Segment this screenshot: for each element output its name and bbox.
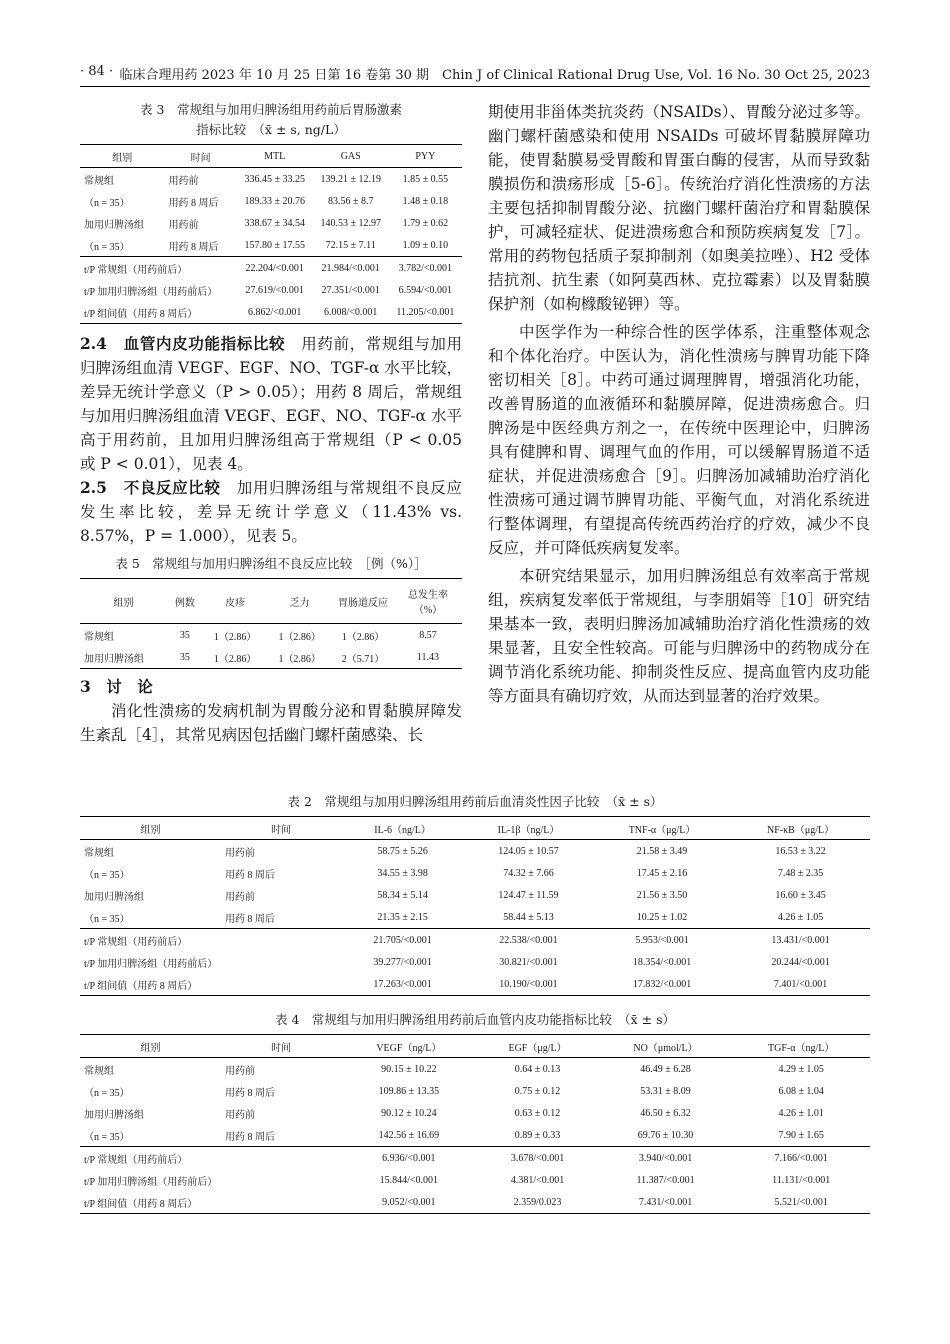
table-row: 常规组 用药前 336.45 ± 33.25 139.21 ± 12.19 1.85 ± 0.55 — [80, 168, 462, 191]
section-heading: 2.5 不良反应比较 — [80, 478, 221, 497]
table-header-row: 组别 时间 MTL GAS PYY — [80, 145, 462, 168]
discussion-paragraph-1-cont: 期使用非甾体类抗炎药（NSAIDs）、胃酸分泌过多等。幽门螺杆菌感染和使用 NSAIDs 可破坏胃黏膜屏障功能，使胃黏膜易受胃酸和胃蛋白酶的侵害，从而导致黏膜损伤和溃疡形成［5-6］。传统治疗消化性溃疡的方法主要包括抑制胃酸分泌、抗幽门螺杆菌治疗和胃黏膜保护，可减轻症状、促进溃疡愈合和预防疾病复发［7］。常用的药物包括质子泵抑制剂（如奥美拉唑）、H2 受体拮抗剂、抗生素（如阿莫西林、克拉霉素）以及胃黏膜保护剂（如枸橼酸铋钾）等。 — [488, 103, 870, 313]
table-row: （n = 35） 用药 8 周后 109.86 ± 13.35 0.75 ± 0.12 53.31 ± 8.09 6.08 ± 1.04 — [84, 1085, 824, 1099]
stats-row: t/P 加用归脾汤组（用药前后） 27.619/<0.001 27.351/<0.001 6.594/<0.001 — [84, 284, 453, 298]
table5-caption: 表 5 常规组与加用归脾汤组不良反应比较 ［例（%）］ — [115, 556, 427, 571]
section-heading: 2.4 血管内皮功能指标比较 — [80, 334, 286, 353]
stats-row: t/P 组间值（用药 8 周后） 6.862/<0.001 6.008/<0.001 11.205/<0.001 — [80, 301, 462, 324]
running-header — [80, 64, 870, 88]
stats-row: t/P 常规组（用药前后） 22.204/<0.001 21.984/<0.001 3.782/<0.001 — [80, 257, 462, 280]
table2-block — [80, 792, 870, 996]
right-column — [488, 100, 870, 708]
table-row: （n = 35） 用药 8 周后 157.80 ± 17.55 72.15 ± 7.11 1.09 ± 0.10 — [84, 239, 449, 253]
table-row: （n = 35） 用药 8 周后 34.55 ± 3.98 74.32 ± 7.66 17.45 ± 2.16 7.48 ± 2.35 — [84, 867, 824, 881]
section-2-4 — [80, 332, 462, 476]
table-header-row: 组别 时间 IL-6（ng/L） IL-1β（ng/L） TNF-α（μg/L） NF-κB（μg/L） — [80, 817, 870, 840]
table-row: 加用归脾汤组 35 1（2.86） 1（2.86） 2（5.71） 11.43 — [80, 646, 462, 669]
section-2-5 — [80, 476, 462, 548]
discussion-paragraph-2: 中医学作为一种综合性的医学体系，注重整体观念和个体化治疗。中医认为，消化性溃疡与脾胃功能下降密切相关［8］。中药可通过调理脾胃，增强消化功能，改善胃肠道的血液循环和黏膜屏障，促进溃疡愈合。归脾汤是中医经典方剂之一，在传统中医理论中，归脾汤具有健脾和胃、调理气血的作用，可以缓解胃肠道不适症状，并促进溃疡愈合［9］。归脾汤加减辅助治疗消化性溃疡可通过调节脾胃功能、平衡气血，对消化系统进行整体调理，有望提高传统西药治疗的疗效，减少不良反应，并可降低疾病复发率。 — [488, 323, 870, 557]
table-row: 加用归脾汤组 用药前 338.67 ± 34.54 140.53 ± 12.97 1.79 ± 0.62 — [84, 217, 449, 231]
table3-caption-line2: 指标比较 （x̄ ± s, ng/L） — [196, 122, 346, 137]
table-row: 常规组 用药前 58.75 ± 5.26 124.05 ± 10.57 21.58 ± 3.49 16.53 ± 3.22 — [80, 840, 870, 863]
left-column — [80, 100, 462, 747]
stats-row: t/P 常规组（用药前后） 21.705/<0.001 22.538/<0.001 5.953/<0.001 13.431/<0.001 — [80, 929, 870, 952]
table-header-row: 组别 例数 皮疹 乏力 胃肠道反应 总发生率（%） — [80, 579, 462, 624]
table-row: 加用归脾汤组 用药前 90.12 ± 10.24 0.63 ± 0.12 46.50 ± 6.32 4.26 ± 1.01 — [84, 1107, 824, 1121]
section-3-heading: 3 讨 论 — [80, 677, 153, 696]
table-row: （n = 35） 用药 8 周后 21.35 ± 2.15 58.44 ± 5.13 10.25 ± 1.02 4.26 ± 1.05 — [84, 911, 824, 925]
page-number: · 84 · — [80, 64, 114, 79]
section-text: 用药前，常规组与加用归脾汤组血清 VEGF、EGF、NO、TGF-α 水平比较，差异无统计学意义（P > 0.05）；用药 8 周后，常规组与加用归脾汤组血清 VEGF、EGF、NO、TGF-α 水平高于用药前，且加用归脾汤组高于常规组（P < 0.05 或 P < 0.01），见表 4。 — [80, 335, 462, 473]
discussion-paragraph-3: 本研究结果显示，加用归脾汤组总有效率高于常规组，疾病复发率低于常规组，与李朋娟等［10］研究结果基本一致，表明归脾汤加减辅助治疗消化性溃疡的效果显著，且安全性较高。可能与归脾汤中的药物成分在调节消化系统功能、抑制炎性反应、提高血管内皮功能等方面具有确切疗效，从而达到显著的治疗效果。 — [488, 567, 870, 705]
header-rule — [80, 86, 870, 87]
table4 — [80, 1034, 870, 1214]
stats-row: t/P 组间值（用药 8 周后） 9.052/<0.001 2.359/0.023 7.431/<0.001 5.521/<0.001 — [80, 1191, 870, 1214]
table4-caption: 表 4 常规组与加用归脾汤组用药前后血管内皮功能指标比较 （x̄ ± s） — [274, 1012, 676, 1027]
section-text: 加用归脾汤组与常规组不良反应发生率比较，差异无统计学意义（11.43% vs. 8.57%，P = 1.000），见表 5。 — [80, 479, 462, 545]
table5 — [80, 578, 462, 669]
table-row: 常规组 35 1（2.86） 1（2.86） 1（2.86） 8.57 — [80, 624, 462, 647]
discussion-paragraph-1: 消化性溃疡的发病机制为胃酸分泌和胃黏膜屏障发生紊乱［4］，其常见病因包括幽门螺杆菌感染、长 — [80, 702, 462, 744]
table4-block — [80, 1010, 870, 1214]
table-row: 加用归脾汤组 用药前 58.34 ± 5.14 124.47 ± 11.59 21.56 ± 3.50 16.60 ± 3.45 — [84, 889, 826, 903]
stats-row: t/P 加用归脾汤组（用药前后） 39.277/<0.001 30.821/<0.001 18.354/<0.001 20.244/<0.001 — [84, 956, 830, 970]
table2-caption: 表 2 常规组与加用归脾汤组用药前后血清炎性因子比较 （x̄ ± s） — [287, 794, 663, 809]
table-row: （n = 35） 用药 8 周后 142.56 ± 16.69 0.89 ± 0.33 69.76 ± 10.30 7.90 ± 1.65 — [84, 1129, 824, 1143]
table2 — [80, 816, 870, 996]
table-row: 常规组 用药前 90.15 ± 10.22 0.64 ± 0.13 46.49 ± 6.28 4.29 ± 1.05 — [80, 1058, 870, 1081]
stats-row: t/P 加用归脾汤组（用药前后） 15.844/<0.001 4.381/<0.001 11.387/<0.001 11.131/<0.001 — [84, 1174, 831, 1188]
stats-row: t/P 常规组（用药前后） 6.936/<0.001 3.678/<0.001 3.940/<0.001 7.166/<0.001 — [80, 1147, 870, 1170]
stats-row: t/P 组间值（用药 8 周后） 17.263/<0.001 10.190/<0.001 17.832/<0.001 7.401/<0.001 — [80, 973, 870, 996]
table3 — [80, 144, 462, 324]
table-row: （n = 35） 用药 8 周后 189.33 ± 20.76 83.56 ± 8.7 1.48 ± 0.18 — [84, 195, 449, 209]
table-header-row: 组别 时间 VEGF（ng/L） EGF（μg/L） NO（μmol/L） TGF-α（ng/L） — [80, 1035, 870, 1058]
journal-citation: 临床合理用药 2023 年 10 月 25 日第 16 卷第 30 期 Chin J of Clinical Rational Drug Use, Vol. 16 No. 30 Oct 25, 2023 — [119, 68, 870, 83]
table3-caption: 表 3 常规组与加用归脾汤组用药前后胃肠激素 — [140, 102, 402, 117]
